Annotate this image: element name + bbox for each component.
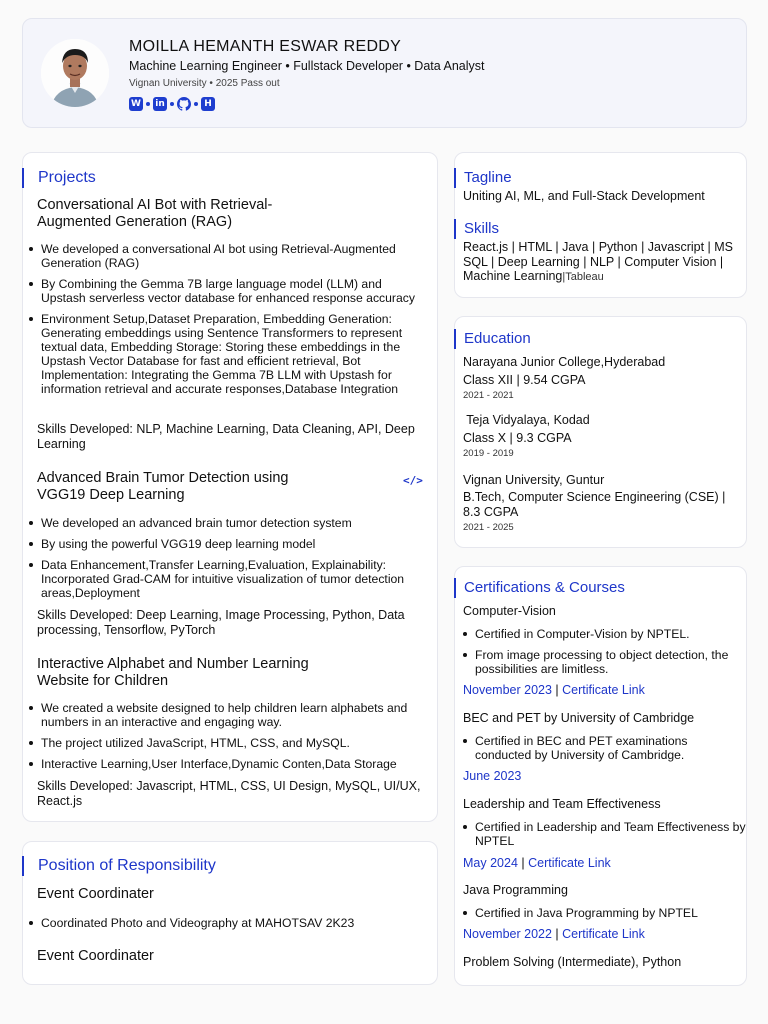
- separator: |: [551, 683, 563, 697]
- project-skills: Skills Developed: NLP, Machine Learning, Data Cleaning, API, Deep Learning: [37, 422, 415, 451]
- profile-header: [22, 18, 747, 128]
- separator-dot: [194, 102, 198, 106]
- cert-name: Leadership and Team Effectiveness: [463, 797, 661, 811]
- certificate-link[interactable]: Certificate Link: [528, 856, 611, 870]
- separator: |: [517, 856, 529, 870]
- tagline-heading: Tagline: [454, 168, 512, 188]
- projects-heading: Projects: [22, 168, 96, 188]
- skills-text: [463, 240, 738, 285]
- hashnode-icon[interactable]: H: [201, 97, 215, 111]
- list-item: Data Enhancement,Transfer Learning,Evaluation, Explainability: Incorporated Grad-CAM for intuitive visualization of tumor detection areas,Deployment: [27, 558, 427, 600]
- cert-name: Computer-Vision: [463, 604, 556, 618]
- cert-name: BEC and PET by University of Cambridge: [463, 711, 695, 725]
- separator-dot: [146, 102, 150, 106]
- list-item: We developed an advanced brain tumor detection system: [27, 516, 427, 530]
- project-skills: Skills Developed: Deep Learning, Image Processing, Python, Data processing, Tensorflow, PyTorch: [37, 608, 405, 637]
- cert-bullets: [461, 627, 747, 683]
- cert-date-line: [463, 927, 645, 942]
- skills-list: React.js | HTML | Java | Python | Javascript | MS SQL | Deep Learning | NLP | Computer Vision | Machine Learning: [463, 240, 734, 283]
- cert-name: Problem Solving (Intermediate), Python: [463, 955, 682, 969]
- cert-date-line: [463, 856, 611, 871]
- project-title: Interactive Alphabet and Number Learning Website for Children: [37, 656, 309, 689]
- github-icon[interactable]: [177, 97, 191, 111]
- cert-date-line: [463, 683, 645, 698]
- skills-heading: Skills: [454, 219, 499, 239]
- list-item: We created a website designed to help children learn alphabets and numbers in an interactive and engaging way.: [27, 701, 427, 729]
- project-bullets: [27, 516, 427, 607]
- project-bullets: [27, 701, 427, 778]
- wordpress-icon[interactable]: W: [129, 97, 143, 111]
- cert-bullets: [461, 820, 747, 855]
- profile-photo: [41, 39, 109, 107]
- list-item: Coordinated Photo and Videography at MAHOTSAV 2K23: [27, 916, 427, 930]
- project-title: Conversational AI Bot with Retrieval-Augmented Generation (RAG): [37, 197, 273, 230]
- certifications-heading: Certifications & Courses: [454, 578, 625, 598]
- candidate-roles: Machine Learning Engineer • Fullstack Developer • Data Analyst: [129, 59, 485, 73]
- school-name: Narayana Junior College,Hyderabad: [463, 355, 666, 369]
- list-item: Certified in Computer-Vision by NPTEL.: [461, 627, 747, 641]
- cert-date: May 2024: [463, 856, 518, 870]
- school-detail: Class XII | 9.54 CGPA: [463, 373, 586, 387]
- separator: |: [551, 927, 563, 941]
- role-bullets: [27, 916, 427, 937]
- school-years: 2019 - 2019: [463, 448, 514, 459]
- tagline-text: Uniting AI, ML, and Full-Stack Development: [463, 189, 705, 203]
- list-item: Certified in BEC and PET examinations conducted by University of Cambridge.: [461, 734, 741, 762]
- list-item: The project utilized JavaScript, HTML, CSS, and MySQL.: [27, 736, 427, 750]
- linkedin-icon[interactable]: in: [153, 97, 167, 111]
- list-item: By using the powerful VGG19 deep learning model: [27, 537, 427, 551]
- cert-date: November 2023: [463, 683, 552, 697]
- school-detail: B.Tech, Computer Science Engineering (CSE) | 8.3 CGPA: [463, 490, 726, 519]
- project-bullets: [27, 242, 427, 403]
- certificate-link[interactable]: Certificate Link: [562, 683, 645, 697]
- school-years: 2021 - 2025: [463, 522, 514, 533]
- responsibility-heading: Position of Responsibility: [22, 856, 216, 876]
- certificate-link[interactable]: Certificate Link: [562, 927, 645, 941]
- candidate-name: MOILLA HEMANTH ESWAR REDDY: [129, 38, 402, 55]
- cert-date: November 2022: [463, 927, 552, 941]
- list-item: Certified in Leadership and Team Effectiveness by NPTEL: [461, 820, 747, 848]
- education-heading: Education: [454, 329, 531, 349]
- cert-date: June 2023: [463, 769, 522, 783]
- school-years: 2021 - 2021: [463, 390, 514, 401]
- social-links: [129, 97, 215, 111]
- list-item: We developed a conversational AI bot using Retrieval-Augmented Generation (RAG): [27, 242, 427, 270]
- cert-bullets: [461, 906, 747, 927]
- school-name: Vignan University, Guntur: [463, 473, 605, 487]
- project-title: Advanced Brain Tumor Detection using VGG19 Deep Learning: [37, 470, 289, 503]
- list-item: Environment Setup,Dataset Preparation, Embedding Generation: Generating embeddings using Sentence Transformers to represent textual data, Embedding Storage: Storing these embeddings in the Upstash Vector Database for fast and efficient retrieval, Bot Implementation: Integrating the Gemma 7B LLM with Upstash for information retrieval and accurate responses,Database Integration: [27, 312, 427, 396]
- list-item: Certified in Java Programming by NPTEL: [461, 906, 747, 920]
- school-detail: Class X | 9.3 CGPA: [463, 431, 572, 445]
- list-item: By Combining the Gemma 7B large language model (LLM) and Upstash serverless vector database for enhanced response accuracy: [27, 277, 427, 305]
- cert-bullets: [461, 734, 741, 769]
- separator-dot: [170, 102, 174, 106]
- school-name: Teja Vidyalaya, Kodad: [463, 413, 590, 427]
- skills-extra: |Tableau: [562, 271, 604, 283]
- cert-name: Java Programming: [463, 883, 568, 897]
- list-item: From image processing to object detection, the possibilities are limitless.: [461, 648, 747, 676]
- list-item: Interactive Learning,User Interface,Dynamic Conten,Data Storage: [27, 757, 427, 771]
- role-title: Event Coordinater: [37, 948, 154, 964]
- university-line: Vignan University • 2025 Pass out: [129, 78, 280, 89]
- project-skills: Skills Developed: Javascript, HTML, CSS, UI Design, MySQL, UI/UX, React.js: [37, 779, 421, 808]
- code-icon[interactable]: </>: [403, 474, 423, 487]
- role-title: Event Coordinater: [37, 886, 154, 902]
